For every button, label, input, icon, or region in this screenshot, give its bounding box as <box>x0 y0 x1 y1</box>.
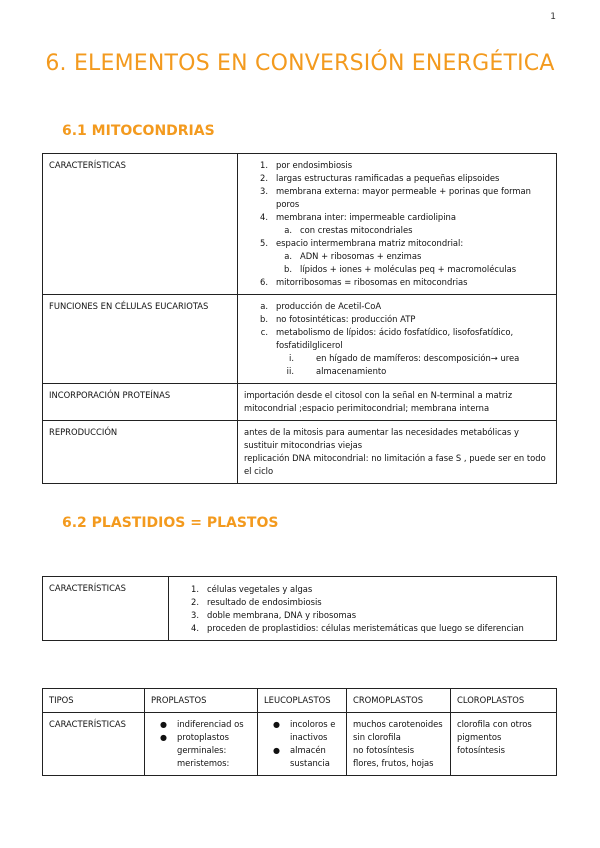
list-item <box>244 326 550 352</box>
bullet-icon: ● <box>160 720 167 729</box>
list-item-text: espacio intermembrana matriz mitocondrial: <box>276 238 464 248</box>
cromoplastos-line: flores, frutos, hojas <box>353 758 434 768</box>
table-row <box>43 421 557 484</box>
cromoplastos-line: no fotosíntesis <box>353 745 415 755</box>
list-item-text: incoloros e inactivos <box>290 719 336 742</box>
row-label-caracteristicas: CARACTERÍSTICAS <box>43 713 145 776</box>
bullet-icon: ● <box>273 746 280 755</box>
list-marker: 6. <box>260 277 268 287</box>
list-item-text: membrana externa: mayor permeable + porinas que forman poros <box>276 186 531 209</box>
row-label-reproduccion: REPRODUCCIÓN <box>43 421 238 484</box>
list-item-text: resultado de endosimbiosis <box>207 597 322 607</box>
incorporacion-text <box>238 384 557 421</box>
table-row <box>43 713 557 776</box>
section-heading-plastidios: 6.2 PLASTIDIOS = PLASTOS <box>62 515 279 531</box>
list-item-text: almacén sustancia <box>290 745 330 768</box>
list-item-text: proceden de proplastidios: células meristemáticas que luego se diferencian <box>207 623 524 633</box>
list-item-text: producción de Acetil-CoA <box>276 301 382 311</box>
list-marker: c. <box>260 327 268 337</box>
list-marker: 2. <box>260 173 268 183</box>
list-item <box>175 583 550 596</box>
list-item-text: mitorribosomas = ribosomas en mitocondrias <box>276 277 468 287</box>
row-label-caracteristicas: CARACTERÍSTICAS <box>43 154 238 295</box>
table-row <box>43 295 557 384</box>
cromoplastos-line: muchos carotenoides <box>353 719 443 729</box>
list-item-text: protoplastos germinales: meristemos: <box>177 732 230 768</box>
cromoplastos-line: sin clorofila <box>353 732 401 742</box>
list-item-text: membrana inter: impermeable cardiolipina <box>276 212 457 222</box>
row-label-funciones: FUNCIONES EN CÉLULAS EUCARIOTAS <box>43 295 238 384</box>
mitocondrias-table <box>42 153 557 484</box>
leucoplastos-cell <box>258 713 347 776</box>
list-item-text: lípidos + iones + moléculas peq + macromoléculas <box>300 264 517 274</box>
list-item <box>244 300 550 313</box>
list-marker: 4. <box>260 212 268 222</box>
header-leucoplastos: LEUCOPLASTOS <box>258 689 347 713</box>
list-marker: b. <box>284 264 292 274</box>
list-item <box>175 596 550 609</box>
list-item-text: indiferenciad os <box>177 719 244 729</box>
list-item <box>244 365 550 378</box>
list-item <box>244 185 550 211</box>
list-item <box>264 718 340 744</box>
list-marker: 1. <box>260 160 268 170</box>
list-marker: a. <box>284 251 292 261</box>
list-item <box>244 211 550 224</box>
header-proplastos: PROPLASTOS <box>145 689 258 713</box>
reproduccion-paragraph: antes de la mitosis para aumentar las necesidades metabólicas y sustituir mitocondrias viejas <box>244 427 519 450</box>
list-item-text: doble membrana, DNA y ribosomas <box>207 610 357 620</box>
plastidios-characteristics-list <box>169 577 557 641</box>
list-marker: a. <box>284 225 292 235</box>
row-label-incorporacion: INCORPORACIÓN PROTEÍNAS <box>43 384 238 421</box>
list-item <box>244 352 550 365</box>
list-item-text: células vegetales y algas <box>207 584 313 594</box>
section-heading-mitocondrias: 6.1 MITOCONDRIAS <box>62 123 215 139</box>
list-item <box>151 718 251 731</box>
list-item-text: con crestas mitocondriales <box>300 225 413 235</box>
plastos-types-table <box>42 688 557 776</box>
list-item-text: no fotosintéticas: producción ATP <box>276 314 416 324</box>
list-item <box>244 224 550 237</box>
cloroplastos-cell <box>451 713 557 776</box>
list-marker: a. <box>260 301 268 311</box>
list-marker: 3. <box>260 186 268 196</box>
list-item-text: en hígado de mamíferos: descomposición→ urea <box>316 353 520 363</box>
list-item <box>244 313 550 326</box>
list-marker: b. <box>260 314 268 324</box>
page-title: 6. ELEMENTOS EN CONVERSIÓN ENERGÉTICA <box>45 51 555 76</box>
page-number: 1 <box>550 12 556 22</box>
list-marker: ii. <box>286 366 294 376</box>
bullet-icon: ● <box>273 720 280 729</box>
funciones-list <box>238 295 557 384</box>
list-item <box>264 744 340 770</box>
header-tipos: TIPOS <box>43 689 145 713</box>
list-marker: i. <box>289 353 294 363</box>
list-marker: 5. <box>260 238 268 248</box>
list-item <box>244 263 550 276</box>
list-item <box>244 276 550 289</box>
proplastos-cell <box>145 713 258 776</box>
list-item-text: almacenamiento <box>316 366 387 376</box>
list-item <box>151 731 251 770</box>
plastidios-characteristics-table <box>42 576 557 641</box>
list-item-text: por endosimbiosis <box>276 160 353 170</box>
list-item <box>244 237 550 250</box>
list-item <box>244 250 550 263</box>
list-marker: 2. <box>191 597 199 607</box>
table-row <box>43 577 557 641</box>
list-item <box>244 172 550 185</box>
list-item-text: largas estructuras ramificadas a pequeñas elipsoides <box>276 173 500 183</box>
list-item-text: metabolismo de lípidos: ácido fosfatídico, lisofosfatídico, fosfatidilglicerol <box>276 327 514 350</box>
reproduccion-paragraph: replicación DNA mitocondrial: no limitación a fase S , puede ser en todo el ciclo <box>244 453 546 476</box>
list-item <box>244 159 550 172</box>
header-cromoplastos: CROMOPLASTOS <box>347 689 451 713</box>
table-header-row <box>43 689 557 713</box>
row-label-caracteristicas: CARACTERÍSTICAS <box>43 577 169 641</box>
table-row <box>43 154 557 295</box>
cloroplastos-line: clorofila con otros pigmentos fotosíntesis <box>457 719 532 755</box>
header-cloroplastos: CLOROPLASTOS <box>451 689 557 713</box>
list-item-text: ADN + ribosomas + enzimas <box>300 251 422 261</box>
bullet-icon: ● <box>160 733 167 742</box>
list-item <box>175 609 550 622</box>
incorporacion-paragraph: importación desde el citosol con la señal en N-terminal a matriz mitocondrial ;espacio perimitocondrial; membrana interna <box>244 390 513 413</box>
cromoplastos-cell <box>347 713 451 776</box>
table-row <box>43 384 557 421</box>
list-marker: 3. <box>191 610 199 620</box>
list-marker: 4. <box>191 623 199 633</box>
list-item <box>175 622 550 635</box>
list-marker: 1. <box>191 584 199 594</box>
caracteristicas-list <box>238 154 557 295</box>
reproduccion-text <box>238 421 557 484</box>
